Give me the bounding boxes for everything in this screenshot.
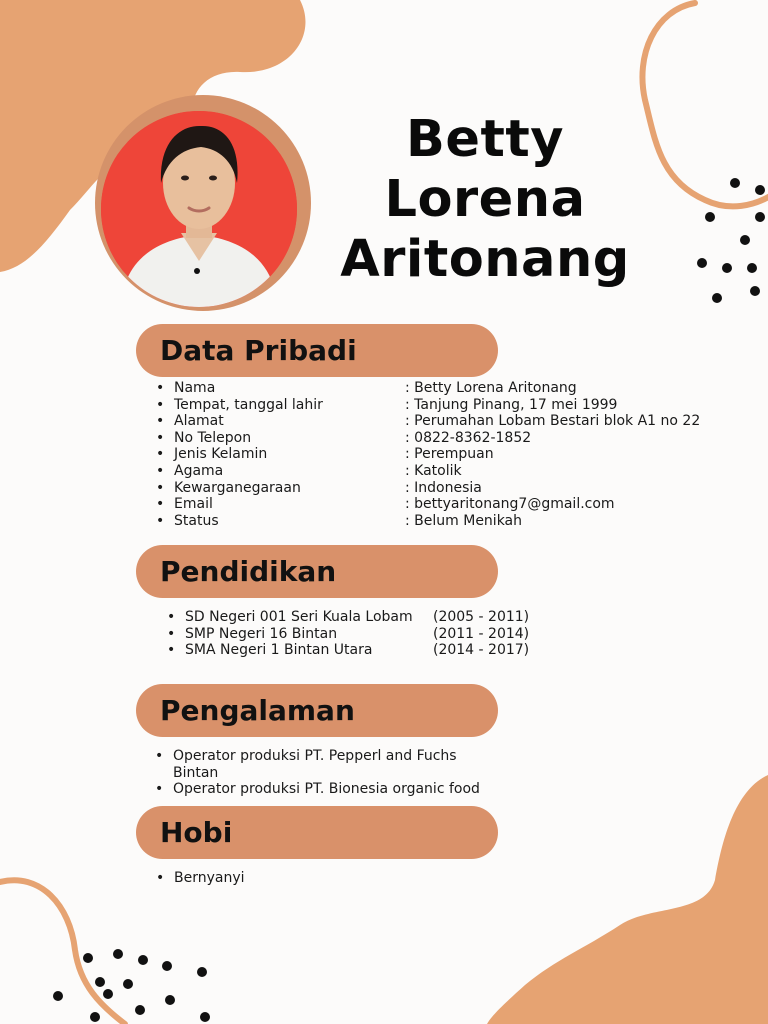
list-item: • SMA Negeri 1 Bintan Utara (2014 - 2017) (167, 642, 530, 659)
bullet-icon: • (156, 496, 165, 513)
person-portrait-icon (101, 111, 297, 307)
section-title-hobby: Hobi (160, 816, 233, 849)
list-item: • Operator produksi PT. Pepperl and Fuchs Bintan (155, 748, 457, 781)
bullet-icon: • (156, 479, 165, 496)
name-line-1: Betty Lorena (384, 110, 586, 229)
bullet-icon: • (156, 512, 165, 529)
bullet-icon: • (156, 396, 165, 413)
section-header-personal (136, 324, 498, 377)
section-header-experience (136, 684, 498, 737)
list-item: • Jenis Kelamin : Perempuan (156, 446, 494, 463)
section-title-personal: Data Pribadi (160, 334, 357, 367)
bullet-icon: • (167, 642, 176, 659)
list-item: • Status : Belum Menikah (156, 512, 523, 529)
bullet-icon: • (156, 462, 165, 479)
list-item: • Kewarganegaraan : Indonesia (156, 479, 482, 496)
personal-data-list (156, 380, 734, 529)
bullet-icon: • (156, 429, 165, 446)
list-item: • Nama : Betty Lorena Aritonang (156, 380, 577, 396)
list-item: • Tempat, tanggal lahir : Tanjung Pinang, 17 mei 1999 (156, 396, 618, 413)
list-item: • No Telepon : 0822-8362-1852 (156, 429, 532, 446)
name-line-2: Aritonang (340, 230, 630, 289)
list-item: • Bernyanyi (156, 870, 245, 886)
education-list (167, 609, 605, 659)
experience-list (155, 748, 493, 798)
list-item: • SMP Negeri 16 Bintan (2011 - 2014) (167, 625, 530, 642)
profile-photo (101, 111, 297, 307)
bullet-icon: • (167, 609, 176, 625)
candidate-name (300, 110, 670, 290)
bullet-icon: • (167, 625, 176, 642)
bullet-icon: • (155, 781, 164, 798)
bullet-icon: • (155, 748, 164, 764)
list-item: • Alamat : Perumahan Lobam Bestari blok A1 no 22 (156, 413, 701, 430)
list-item: • Agama : Katolik (156, 462, 462, 479)
bullet-icon: • (156, 380, 165, 396)
section-header-education (136, 545, 498, 598)
list-item: • SD Negeri 001 Seri Kuala Lobam (2005 - 2011) (167, 609, 530, 625)
bullet-icon: • (156, 446, 165, 463)
list-item: • Operator produksi PT. Bionesia organic food (155, 781, 480, 798)
section-title-experience: Pengalaman (160, 694, 355, 727)
section-header-hobby (136, 806, 498, 859)
bullet-icon: • (156, 870, 165, 886)
bullet-icon: • (156, 413, 165, 430)
hobby-list (156, 870, 474, 887)
section-title-education: Pendidikan (160, 555, 337, 588)
list-item: • Email : bettyaritonang7@gmail.com (156, 496, 615, 513)
